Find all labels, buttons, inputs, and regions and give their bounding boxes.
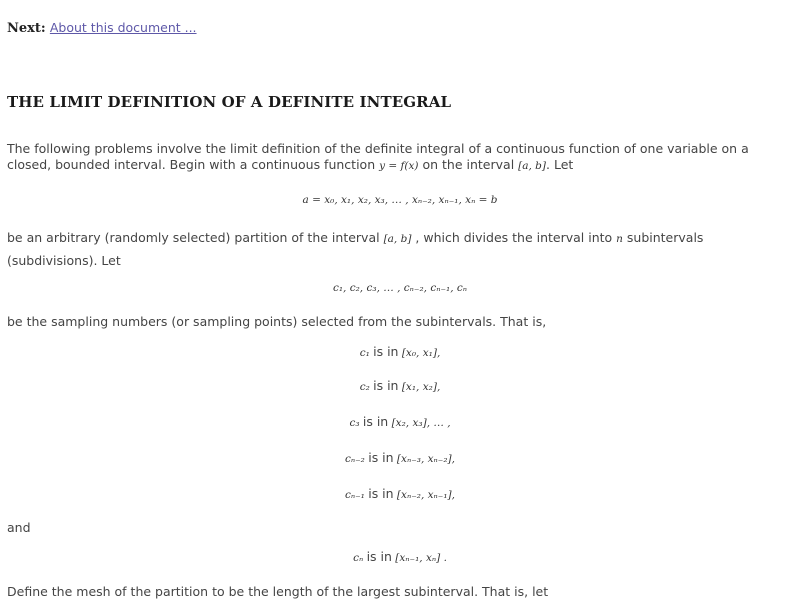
sample-row — [0, 378, 800, 393]
sample-row — [0, 450, 800, 465]
sample-c: c₃ — [349, 417, 360, 429]
partition-paragraph — [7, 227, 797, 272]
navigation-bar — [7, 20, 197, 36]
page-title: THE LIMIT DEFINITION OF A DEFINITE INTEGRAL — [7, 93, 452, 111]
intro-line1: The following problems involve the limit definition of the definite integral of a continuous function of one variable on a — [7, 141, 749, 156]
sample-c: cₙ₋₁ — [344, 489, 365, 501]
next-link-about-document[interactable]: About this document ... — [49, 20, 197, 35]
sample-interval: [xₙ₋₁, xₙ] . — [395, 552, 447, 564]
sample-row — [0, 486, 800, 501]
sample-interval: [x₁, x₂], — [401, 381, 441, 393]
partition-equation: a = x₀, x₁, x₂, x₃, … , xₙ₋₂, xₙ₋₁, xₙ = b — [302, 194, 498, 206]
interval-math: [a, b] — [383, 233, 412, 245]
intro-paragraph — [7, 141, 797, 174]
partition-text-a: be an arbitrary (randomly selected) partition of the interval — [7, 230, 384, 245]
last-sample-row — [0, 549, 800, 564]
is-in-text: is in — [373, 344, 399, 359]
sampling-paragraph: be the sampling numbers (or sampling points) selected from the subintervals. That is, — [7, 314, 547, 329]
sample-c: c₂ — [359, 381, 370, 393]
next-label: Next: — [7, 21, 46, 36]
is-in-text: is in — [366, 549, 392, 564]
is-in-text: is in — [368, 450, 394, 465]
and-text: and — [7, 520, 31, 535]
sample-c: cₙ — [353, 552, 364, 564]
interval-math: [a, b] — [518, 160, 546, 172]
is-in-text: is in — [373, 378, 399, 393]
sample-row — [0, 414, 800, 429]
is-in-text: is in — [368, 486, 394, 501]
mesh-paragraph: Define the mesh of the partition to be the length of the largest subinterval. That is, let — [7, 584, 549, 599]
sample-interval: [xₙ₋₂, xₙ₋₁], — [396, 489, 455, 501]
n-math: n — [616, 233, 623, 245]
sample-row — [0, 344, 800, 359]
sample-c: cₙ₋₂ — [344, 453, 365, 465]
is-in-text: is in — [362, 414, 389, 429]
partition-line2: (subdivisions). Let — [7, 253, 121, 268]
sampling-equation: c₁, c₂, c₃, … , cₙ₋₂, cₙ₋₁, cₙ — [332, 282, 468, 294]
sample-interval: [x₂, x₃], … , — [391, 417, 451, 429]
intro-line2-a: closed, bounded interval. Begin with a continuous function — [7, 157, 380, 172]
function-math: y = f(x) — [379, 160, 419, 172]
sample-interval: [xₙ₋₃, xₙ₋₂], — [396, 453, 455, 465]
sample-c: c₁ — [359, 347, 370, 359]
sample-interval: [x₀, x₁], — [401, 347, 441, 359]
partition-text-c: subintervals — [622, 230, 704, 245]
intro-line2-b: on the interval — [418, 157, 519, 172]
intro-line2-c: . Let — [546, 157, 574, 172]
partition-text-b: , which divides the interval into — [411, 230, 617, 245]
